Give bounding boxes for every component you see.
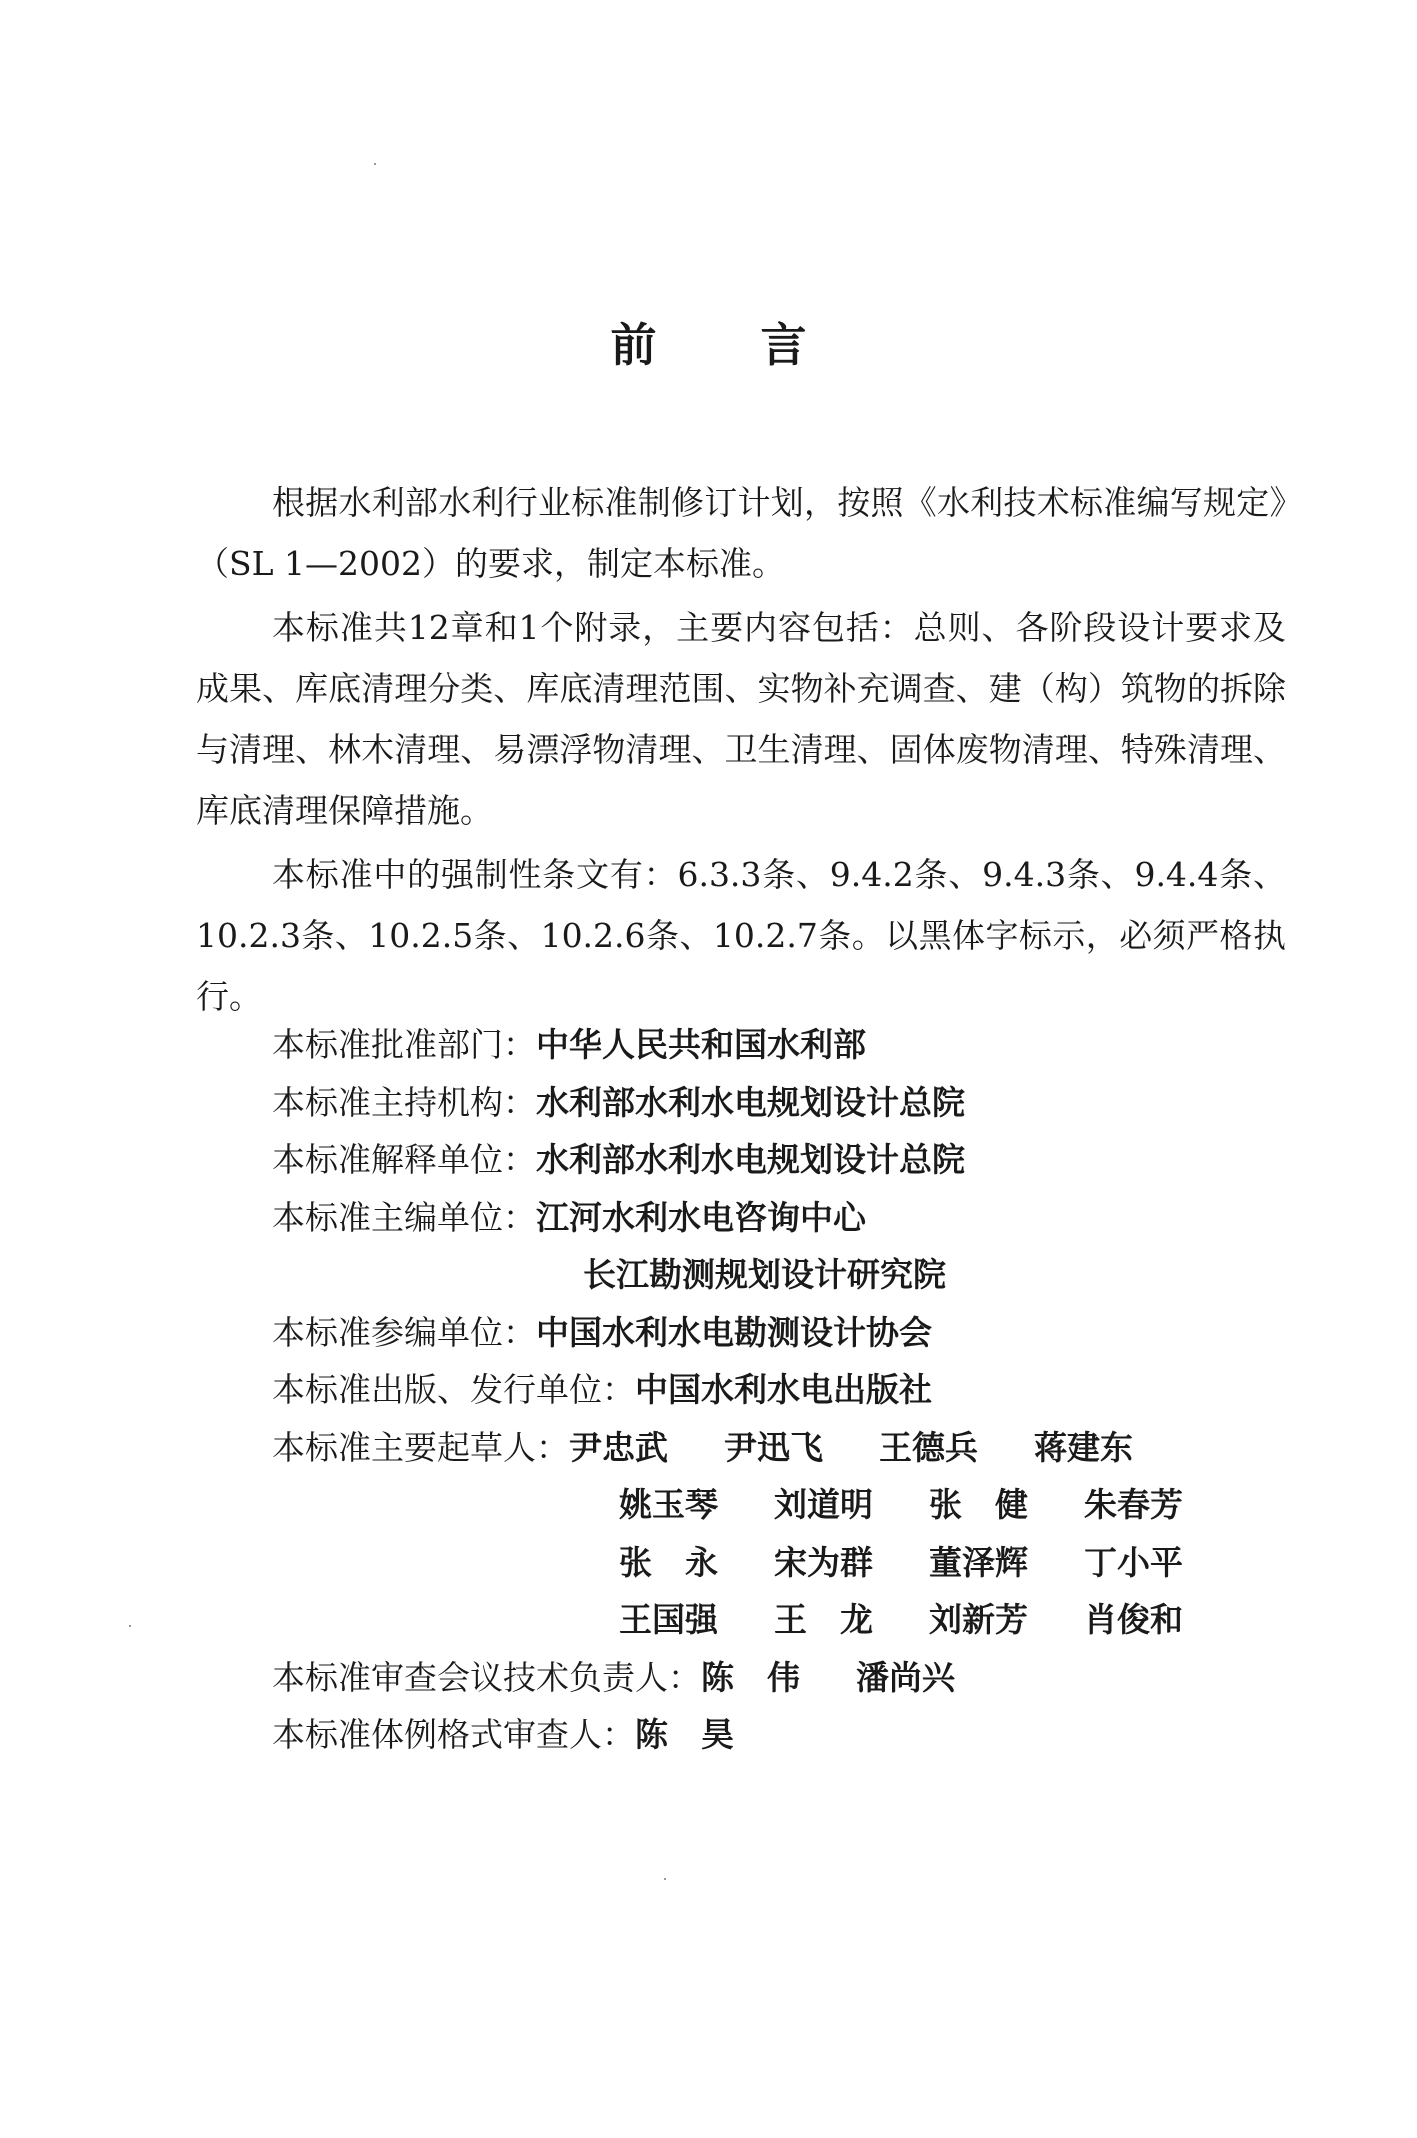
drafter-name: 宋为群 — [774, 1542, 873, 1582]
scan-speck — [129, 1625, 131, 1627]
drafters-label: 本标准主要起草人： — [272, 1427, 569, 1467]
reviewer-name: 陈 伟 — [701, 1657, 800, 1697]
publish-value: 中国水利水电出版社 — [635, 1370, 932, 1409]
participate-value: 中国水利水电勘测设计协会 — [536, 1312, 932, 1352]
paragraph-1: 根据水利部水利行业标准制修订计划，按照《水利技术标准编写规定》（SL 1—2002）的要求，制定本标准。 — [196, 483, 1286, 583]
title-char-1: 前 — [610, 318, 657, 372]
drafters-row-3 — [272, 1534, 1239, 1592]
host-row — [272, 1074, 1239, 1132]
preface-body — [196, 472, 1286, 1027]
host-value: 水利部水利水电规划设计总院 — [536, 1082, 965, 1122]
drafter-names — [619, 1476, 1239, 1534]
reviewer-name: 潘尚兴 — [856, 1657, 955, 1697]
drafter-name: 尹忠武 — [569, 1427, 668, 1467]
drafters-row-4 — [272, 1591, 1239, 1649]
participate-label: 本标准参编单位： — [272, 1312, 536, 1352]
drafter-name: 刘道明 — [774, 1485, 873, 1524]
format-names — [635, 1706, 790, 1764]
drafters-row-1 — [272, 1419, 1239, 1477]
interpret-value: 水利部水利水电规划设计总院 — [536, 1140, 965, 1179]
drafter-name: 王 龙 — [774, 1600, 873, 1639]
scan-speck — [374, 163, 376, 165]
approval-row — [272, 1016, 1239, 1074]
approval-value: 中华人民共和国水利部 — [536, 1025, 866, 1064]
paragraph-3: 本标准中的强制性条文有：6.3.3条、9.4.2条、9.4.3条、9.4.4条、10.2.3条、10.2.5条、10.2.6条、10.2.7条。以黑体字标示，必须严格执行。 — [196, 855, 1286, 1016]
publish-row — [272, 1361, 1239, 1419]
drafter-names — [569, 1419, 1189, 1477]
chief-row — [272, 1189, 1239, 1247]
drafter-names — [619, 1534, 1239, 1592]
paragraph-2: 本标准共12章和1个附录，主要内容包括：总则、各阶段设计要求及成果、库底清理分类、库底清理范围、实物补充调查、建（构）筑物的拆除与清理、林木清理、易漂浮物清理、卫生清理、固体废物清理、特殊清理、库底清理保障措施。 — [196, 608, 1286, 830]
host-label: 本标准主持机构： — [272, 1082, 536, 1122]
chief-value-2: 长江勘测规划设计研究院 — [583, 1255, 946, 1294]
review-label: 本标准审查会议技术负责人： — [272, 1657, 701, 1697]
drafter-name: 刘新芳 — [929, 1600, 1028, 1639]
drafter-name: 肖俊和 — [1084, 1600, 1183, 1639]
format-label: 本标准体例格式审查人： — [272, 1715, 635, 1754]
drafter-name: 蒋建东 — [1034, 1427, 1133, 1467]
drafter-name: 丁小平 — [1084, 1542, 1183, 1582]
chief-label: 本标准主编单位： — [272, 1197, 536, 1237]
review-names — [701, 1649, 1011, 1707]
chief-row-2 — [272, 1246, 1239, 1304]
drafter-name: 朱春芳 — [1084, 1485, 1183, 1524]
drafters-row-2 — [272, 1476, 1239, 1534]
drafter-name: 尹迅飞 — [724, 1427, 823, 1467]
chief-value-1: 江河水利水电咨询中心 — [536, 1197, 866, 1237]
participate-row — [272, 1304, 1239, 1362]
review-row — [272, 1649, 1239, 1707]
drafter-name: 王国强 — [619, 1600, 718, 1639]
interpret-row — [272, 1131, 1239, 1189]
interpret-label: 本标准解释单位： — [272, 1140, 536, 1179]
title-char-2: 言 — [760, 318, 807, 372]
approval-label: 本标准批准部门： — [272, 1025, 536, 1064]
format-reviewer-name: 陈 昊 — [635, 1715, 734, 1754]
drafter-name: 董泽辉 — [929, 1542, 1028, 1582]
publish-label: 本标准出版、发行单位： — [272, 1370, 635, 1409]
info-block — [272, 1016, 1239, 1764]
page-title — [0, 318, 1417, 372]
drafter-names — [619, 1591, 1239, 1649]
scan-speck — [664, 1878, 666, 1880]
format-row — [272, 1706, 1239, 1764]
drafter-name: 王德兵 — [879, 1427, 978, 1467]
drafter-name: 张 永 — [619, 1542, 718, 1582]
drafter-name: 张 健 — [929, 1485, 1028, 1524]
drafter-name: 姚玉琴 — [619, 1485, 718, 1524]
